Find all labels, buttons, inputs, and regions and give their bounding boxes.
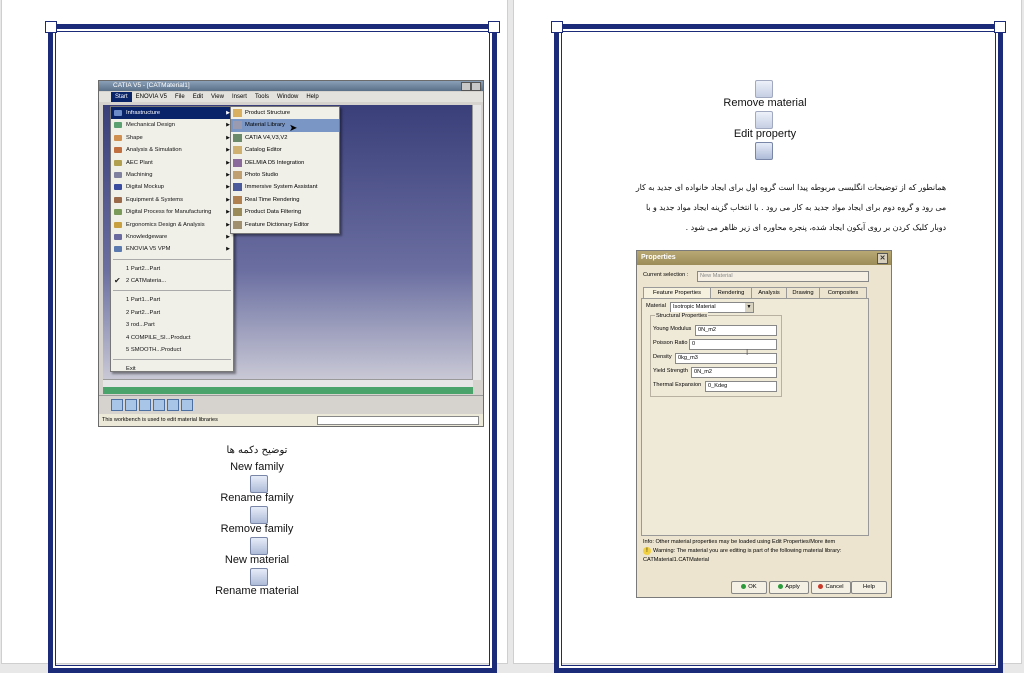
recent-item-checked[interactable]: ✔ 2 CATMateria... xyxy=(114,276,167,286)
rename-family-icon xyxy=(250,475,268,493)
recent-file[interactable]: 5 SMOOTH...Product xyxy=(126,347,182,354)
warning-icon: ! xyxy=(643,547,651,555)
apply-button[interactable]: Apply xyxy=(769,581,809,594)
menu-item-machining[interactable]: Machining ▶ xyxy=(111,169,233,181)
menu-item-exit[interactable]: Exit xyxy=(126,366,136,373)
text-cursor-icon: I xyxy=(746,348,749,357)
pan-icon[interactable] xyxy=(125,399,137,411)
tab-drawing[interactable]: Drawing xyxy=(786,287,820,299)
status-text: This workbench is used to edit material libraries xyxy=(102,417,218,423)
menu-file[interactable]: File xyxy=(175,94,185,100)
tab-composites[interactable]: Composites xyxy=(819,287,867,299)
label-edit-property: Edit property xyxy=(733,128,797,140)
density-input[interactable]: 0kg_m3 xyxy=(675,353,777,364)
menu-edit[interactable]: Edit xyxy=(192,94,204,100)
recent-file[interactable]: 4 COMPILE_SI...Product xyxy=(126,334,191,341)
menu-item-ergonomics[interactable]: Ergonomics Design & Analysis ▶ xyxy=(111,219,233,231)
ok-button[interactable]: OK xyxy=(731,581,767,594)
menubar xyxy=(99,92,483,102)
submenu-photo-studio[interactable]: Photo Studio xyxy=(231,169,339,181)
recent-file[interactable]: 1 Part1...Part xyxy=(126,297,161,304)
close-icon[interactable]: ✕ xyxy=(877,253,888,264)
maximize-icon[interactable] xyxy=(471,82,481,91)
dialog-title: Properties ✕ xyxy=(637,251,891,265)
menu-window[interactable]: Window xyxy=(276,94,299,100)
edit-property-icon xyxy=(755,142,773,160)
buttons-heading: توضیح دکمه ها xyxy=(226,445,288,456)
prop-label: Yield Strength xyxy=(653,368,688,374)
tab-analysis[interactable]: Analysis xyxy=(751,287,787,299)
remove-material-icon xyxy=(755,80,773,98)
poisson-ratio-input[interactable]: 0 xyxy=(689,339,777,350)
group-title: Structural Properties xyxy=(656,313,707,319)
recent-file[interactable]: 2 Part2...Part xyxy=(126,309,161,316)
prop-label: Thermal Expansion xyxy=(653,382,702,388)
submenu-delmia[interactable]: DELMIA D5 Integration xyxy=(231,157,339,169)
remove-family-icon xyxy=(250,506,268,524)
power-input[interactable] xyxy=(317,416,479,425)
tab-rendering[interactable]: Rendering xyxy=(710,287,752,299)
submenu-product-data-filtering[interactable]: Product Data Filtering xyxy=(231,206,339,218)
current-selection-field: New Material xyxy=(697,271,869,282)
submenu-material-library[interactable]: Material Library xyxy=(231,119,339,131)
zoom-in-icon[interactable] xyxy=(139,399,151,411)
tab-content xyxy=(641,298,869,536)
menu-item-aec-plant[interactable]: AEC Plant ▶ xyxy=(111,157,233,169)
label-rename-material: Rename material xyxy=(215,585,299,597)
prop-label: Young Modulus xyxy=(653,326,692,332)
current-selection-label: Current selection : xyxy=(643,272,689,278)
zoom-out-icon[interactable] xyxy=(153,399,165,411)
description-paragraph: همانطور که از توضیحات انگلیسی مربوطه پیدا است گروه اول برای ایجاد خانواده ای جدید به کار می رود و گروه دوم برای ایجاد مواد جدید به کار می رود . با انتخاب گزینه ایجاد مواد جدید و با دوبار کلیک کردن بر روی آیکون ایجاد شده، پنجره محاوره ای زیر ظاهر می شود . xyxy=(635,183,946,232)
vertical-scrollbar[interactable] xyxy=(472,105,481,380)
submenu-immersive[interactable]: Immersive System Assistant xyxy=(231,181,339,193)
yield-strength-input[interactable]: 0N_m2 xyxy=(691,367,777,378)
submenu-product-structure[interactable]: Product Structure xyxy=(231,107,339,119)
submenu-real-time-rendering[interactable]: Real Time Rendering xyxy=(231,194,339,206)
menu-enovia[interactable]: ENOVIA V5 xyxy=(135,94,168,100)
label-remove-family: Remove family xyxy=(220,523,294,535)
label-new-material: New material xyxy=(224,554,290,566)
infrastructure-submenu xyxy=(230,106,340,234)
tab-feature-properties[interactable]: Feature Properties xyxy=(643,287,711,299)
window-title: CATIA V5 - [CATMaterial1] xyxy=(99,81,483,91)
view-toolbar xyxy=(99,395,483,414)
submenu-catia-v4[interactable]: CATIA V4,V3,V2 xyxy=(231,132,339,144)
menu-item-knowledgeware[interactable]: Knowledgeware ▶ xyxy=(111,231,233,243)
label-rename-family: Rename family xyxy=(220,492,294,504)
menu-help[interactable]: Help xyxy=(306,94,319,100)
help-button[interactable]: Help xyxy=(851,581,887,594)
prop-label: Poisson Ratio xyxy=(653,340,688,346)
label-new-family: New family xyxy=(230,461,284,473)
menu-insert[interactable]: Insert xyxy=(231,94,247,100)
library-text: CATMaterial1.CATMaterial xyxy=(643,557,709,563)
compass-bar xyxy=(103,387,473,394)
fit-all-icon[interactable] xyxy=(111,399,123,411)
menu-item-digital-mockup[interactable]: Digital Mockup ▶ xyxy=(111,181,233,193)
menu-view[interactable]: View xyxy=(211,94,224,100)
prop-label: Density xyxy=(653,354,672,360)
recent-item[interactable]: 1 Part2...Part xyxy=(126,265,161,272)
normal-view-icon[interactable] xyxy=(167,399,179,411)
status-bar xyxy=(99,414,483,426)
menu-item-mechanical-design[interactable]: Mechanical Design ▶ xyxy=(111,119,233,131)
menu-start[interactable]: Start xyxy=(111,92,132,102)
menu-item-shape[interactable]: Shape ▶ xyxy=(111,132,233,144)
menu-item-analysis[interactable]: Analysis & Simulation ▶ xyxy=(111,144,233,156)
chevron-down-icon[interactable]: ▼ xyxy=(746,304,752,310)
edit-property-top-icon xyxy=(755,111,773,129)
minimize-icon[interactable] xyxy=(461,82,471,91)
material-select[interactable]: Isotropic Material ▼ xyxy=(670,302,754,313)
menu-item-enovia-vpm[interactable]: ENOVIA V5 VPM ▶ xyxy=(111,243,233,255)
rename-material-icon xyxy=(250,568,268,586)
mouse-cursor-icon: ➤ xyxy=(289,123,298,134)
recent-file[interactable]: 3 rod...Part xyxy=(126,322,155,329)
render-style-icon[interactable] xyxy=(181,399,193,411)
menu-item-infrastructure[interactable]: Infrastructure ▶ xyxy=(111,107,233,119)
info-text: Info: Other material properties may be loaded using Edit Properties/More item xyxy=(643,539,836,545)
menu-item-digital-process[interactable]: Digital Process for Manufacturing ▶ xyxy=(111,206,233,218)
submenu-feature-dictionary[interactable]: Feature Dictionary Editor xyxy=(231,219,339,231)
start-menu xyxy=(110,106,234,372)
submenu-catalog-editor[interactable]: Catalog Editor xyxy=(231,144,339,156)
new-material-icon xyxy=(250,537,268,555)
menu-tools[interactable]: Tools xyxy=(254,94,269,100)
young-modulus-input[interactable]: 0N_m2 xyxy=(695,325,777,336)
cancel-button[interactable]: Cancel xyxy=(811,581,851,594)
material-label: Material xyxy=(646,303,666,309)
properties-dialog xyxy=(636,250,892,598)
structural-properties-group xyxy=(650,315,782,397)
warning-text: Warning: The material you are editing is part of the following material library: xyxy=(653,548,842,554)
thermal-expansion-input[interactable]: 0_Kdeg xyxy=(705,381,777,392)
menu-item-equipment[interactable]: Equipment & Systems ▶ xyxy=(111,194,233,206)
label-remove-material: Remove material xyxy=(723,97,807,109)
